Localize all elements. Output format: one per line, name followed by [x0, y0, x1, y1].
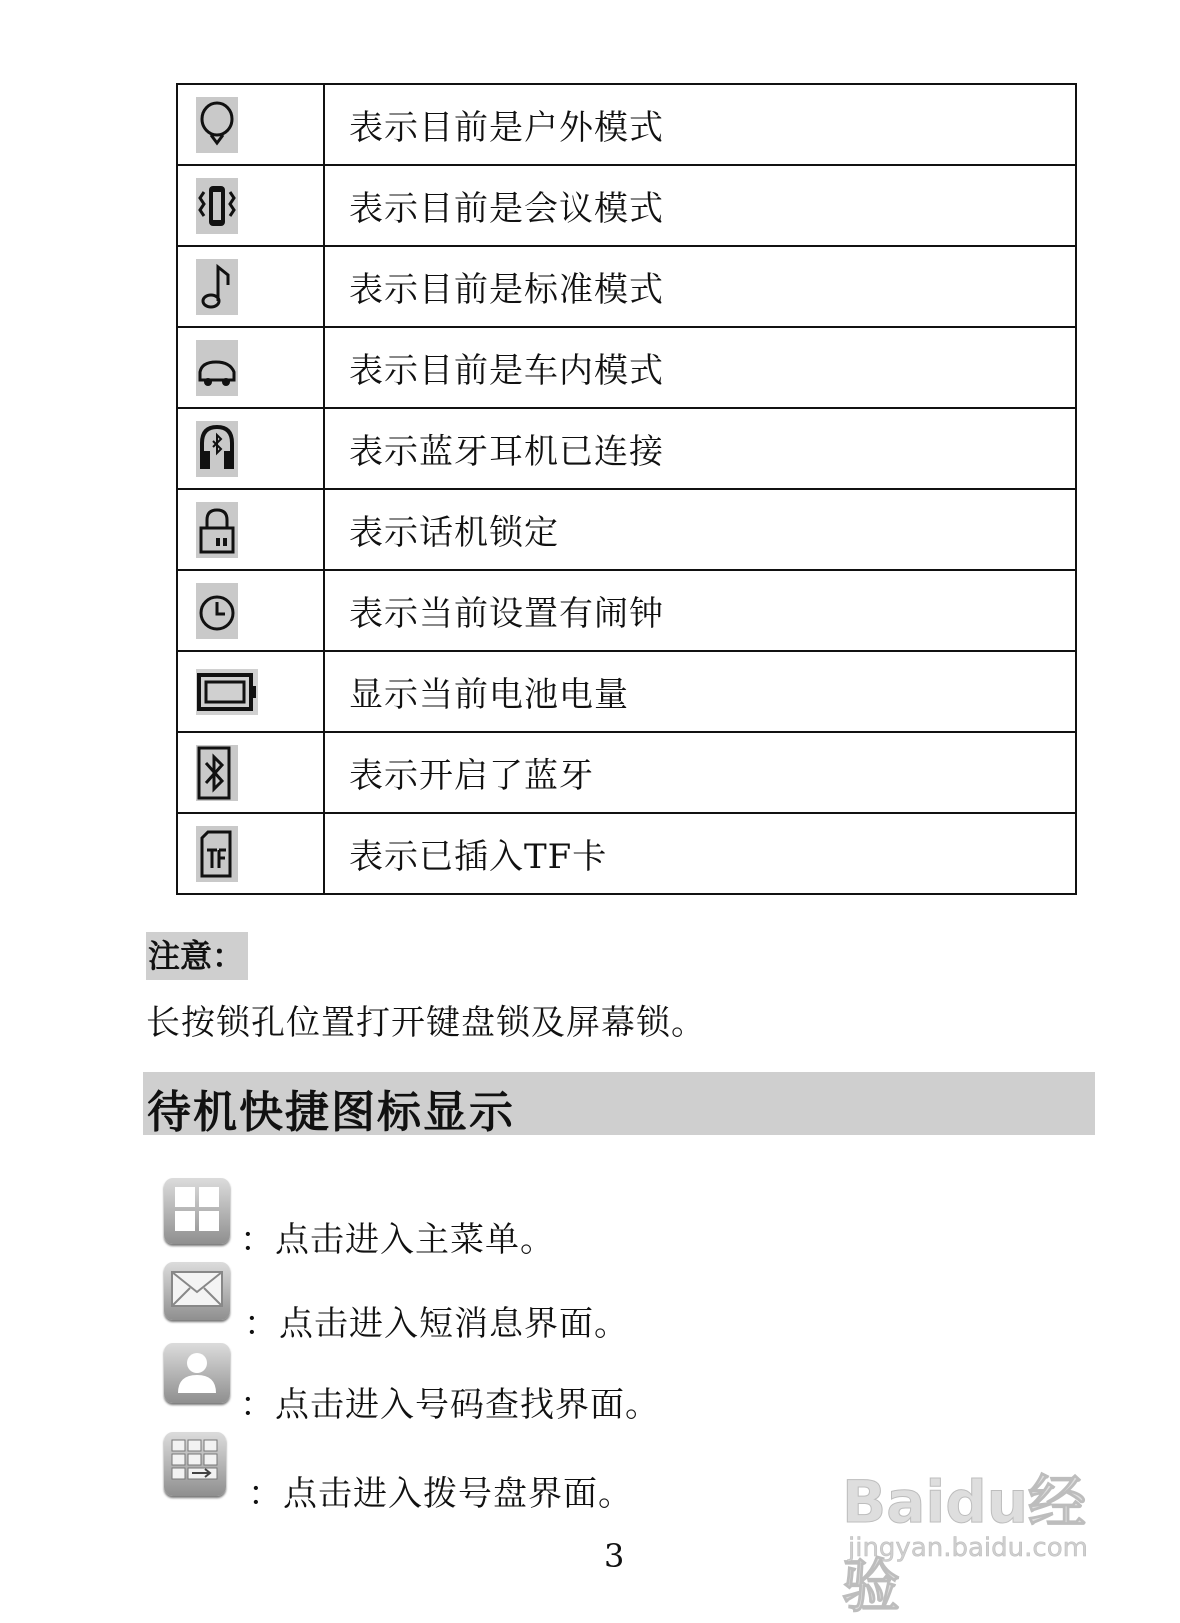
- contacts-icon: [164, 1343, 230, 1403]
- battery-icon: [196, 669, 258, 715]
- table-row: [177, 732, 1076, 813]
- shortcut-label: ：点击进入拨号盘界面。: [248, 1474, 633, 1514]
- table-row: [177, 489, 1076, 570]
- phone-lock-icon: [196, 502, 238, 558]
- bluetooth-on-icon: [196, 745, 238, 801]
- status-description: 表示当前设置有闹钟: [324, 570, 1076, 651]
- meeting-mode-icon: [196, 178, 238, 234]
- messages-icon: [164, 1262, 230, 1320]
- status-description: 表示已插入TF卡: [324, 813, 1076, 894]
- watermark-url: jingyan.baidu.com: [848, 1533, 1088, 1563]
- status-description: 表示目前是车内模式: [324, 327, 1076, 408]
- status-description: 表示蓝牙耳机已连接: [324, 408, 1076, 489]
- bluetooth-headset-icon: [196, 421, 238, 477]
- section-title: 待机快捷图标显示: [147, 1087, 515, 1138]
- table-row: [177, 570, 1076, 651]
- table-row: [177, 165, 1076, 246]
- table-row: [177, 813, 1076, 894]
- alarm-clock-icon: [196, 583, 238, 639]
- watermark-logo: Baidu经验: [842, 1468, 1087, 1620]
- car-mode-icon: [196, 340, 238, 396]
- status-description: 表示目前是标准模式: [324, 246, 1076, 327]
- tf-card-icon: [196, 826, 238, 882]
- status-icon-table: [176, 83, 1077, 895]
- page-number: 3: [604, 1537, 625, 1575]
- status-description: 表示目前是会议模式: [324, 165, 1076, 246]
- table-row: [177, 408, 1076, 489]
- note-text: 长按锁孔位置打开键盘锁及屏幕锁。: [146, 1003, 706, 1043]
- outdoor-mode-icon: [196, 97, 238, 153]
- table-row: [177, 84, 1076, 165]
- note-label: 注意：: [146, 932, 248, 980]
- shortcut-label: ：点击进入短消息界面。: [244, 1304, 629, 1344]
- standard-mode-icon: [196, 259, 238, 315]
- status-description: 显示当前电池电量: [324, 651, 1076, 732]
- status-description: 表示话机锁定: [324, 489, 1076, 570]
- shortcut-item: [164, 1343, 864, 1425]
- shortcut-item: [164, 1262, 864, 1344]
- shortcut-item: [164, 1432, 864, 1514]
- watermark: [842, 1455, 1122, 1620]
- table-row: [177, 651, 1076, 732]
- section-header: [143, 1072, 1095, 1138]
- dialpad-icon: [164, 1432, 226, 1496]
- shortcut-label: ：点击进入主菜单。: [240, 1220, 555, 1260]
- table-row: [177, 327, 1076, 408]
- status-description: 表示开启了蓝牙: [324, 732, 1076, 813]
- shortcut-label: ：点击进入号码查找界面。: [240, 1385, 660, 1425]
- table-row: [177, 246, 1076, 327]
- shortcut-item: [164, 1178, 864, 1260]
- status-description: 表示目前是户外模式: [324, 84, 1076, 165]
- main-menu-icon: [164, 1178, 230, 1244]
